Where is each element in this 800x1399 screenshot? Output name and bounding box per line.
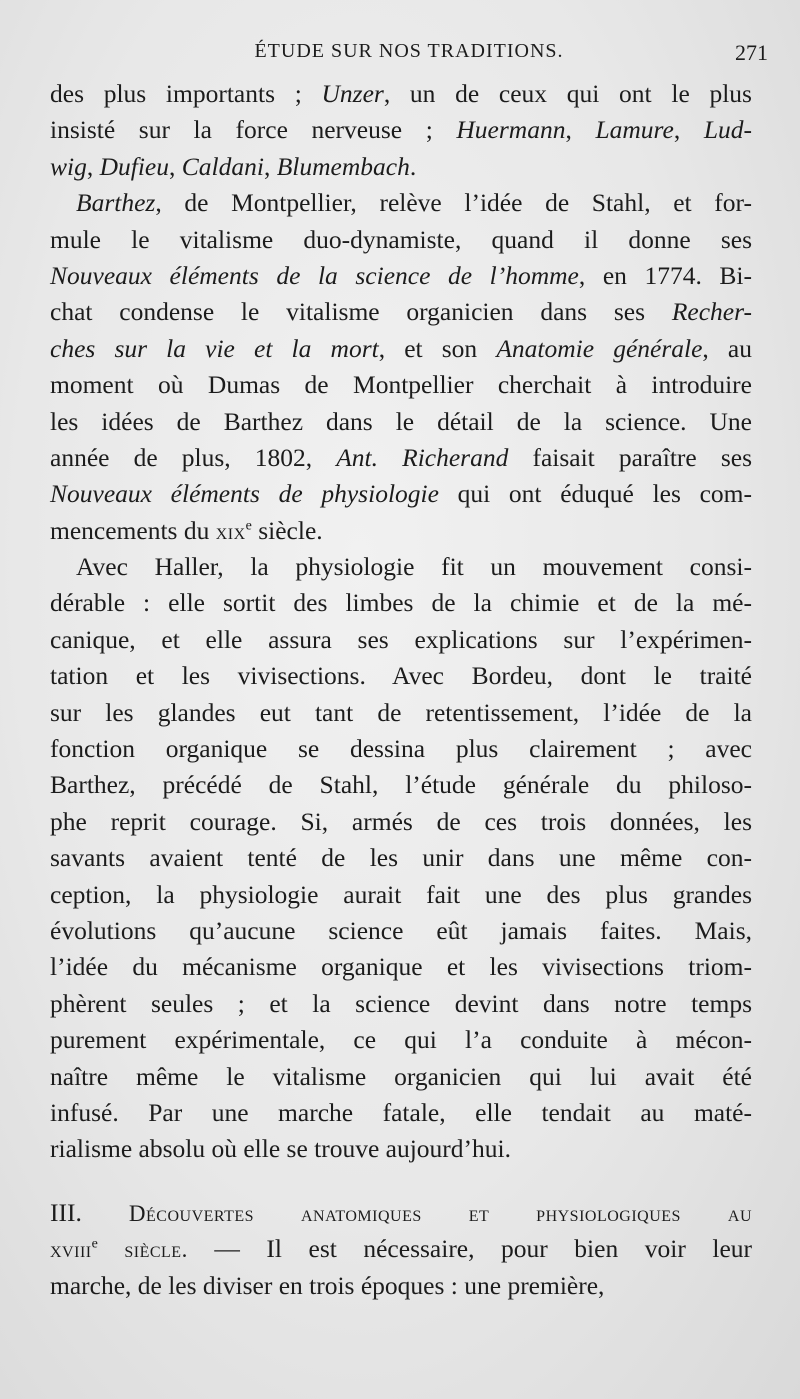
text-span: purement expérimentale, ce qui l’a conduite à mécon- [50, 1025, 752, 1055]
small-caps-span: Découvertes anatomiques et physiologiques au [128, 1200, 752, 1226]
text-span: siècle. [251, 515, 323, 545]
superscript: e [91, 1236, 98, 1252]
running-head [50, 40, 768, 70]
text-line [50, 222, 752, 258]
text-span: phèrent seules ; et la science devint dans notre temps [50, 988, 752, 1018]
text-line [50, 1195, 752, 1231]
italic-span: Anatomie générale [496, 333, 703, 363]
text-span: année de plus, 1802, [50, 442, 337, 472]
text-span: qui ont éduqué les com- [438, 479, 752, 509]
text-line [50, 804, 752, 840]
italic-span: Caldani [181, 151, 264, 181]
text-line [50, 1022, 752, 1058]
text-line [50, 1268, 752, 1304]
italic-span: Lamure [595, 115, 674, 145]
text-span: Barthez, précédé de Stahl, l’étude générale du philoso- [50, 770, 752, 800]
italic-span: Ant. Richerand [336, 442, 509, 472]
running-title: ÉTUDE SUR NOS TRADITIONS. [254, 40, 564, 62]
italic-span: Recher- [671, 297, 752, 327]
italic-span: Lud- [703, 115, 753, 145]
italic-span: Barthez [76, 188, 156, 218]
italic-span: Nouveaux éléments de physiologie [50, 479, 439, 509]
text-span: . [409, 151, 417, 181]
text-span: fonction organique se dessina plus clairement ; avec [50, 734, 752, 764]
text-span: sur les glandes eut tant de retentissement, l’idée de la [50, 697, 752, 727]
text-line [50, 622, 752, 658]
text-span: , de Montpellier, relève l’idée de Stahl, et for- [155, 188, 752, 218]
text-span: , [86, 151, 100, 181]
text-span: canique, et elle assura ses explications sur l’expérimen- [50, 624, 752, 654]
text-span: , [565, 115, 596, 145]
text-line [50, 877, 752, 913]
text-span: infusé. Par une marche fatale, elle tendait au maté- [50, 1097, 752, 1127]
text-span: les idées de Barthez dans le détail de la science. Une [50, 406, 752, 436]
text-line [50, 404, 752, 440]
text-span: , [263, 151, 277, 181]
text-line [50, 476, 752, 512]
text-span: dérable : elle sortit des limbes de la chimie et de la mé- [50, 588, 752, 618]
text-line [50, 549, 752, 585]
body-text [50, 76, 752, 1304]
text-span: , un de ceux qui ont le plus [383, 79, 752, 108]
text-span: , en 1774. Bi- [578, 260, 753, 290]
text-line [50, 185, 752, 221]
small-caps-span: xix [215, 518, 246, 544]
text-line [50, 1059, 752, 1095]
text-line [50, 585, 752, 621]
text-line [50, 695, 752, 731]
italic-span: Blumembach [276, 151, 410, 181]
text-span: , [169, 151, 182, 181]
text-span: faisait paraître ses [508, 442, 752, 472]
text-line [50, 367, 752, 403]
text-span: , [673, 115, 704, 145]
text-span: Avec Haller, la physiologie fit un mouvement consi- [76, 552, 752, 582]
text-span: l’idée du mécanisme organique et les vivisections triom- [50, 952, 752, 982]
italic-span: Huermann [456, 115, 566, 145]
text-line [50, 76, 752, 112]
text-line [50, 294, 752, 330]
text-line [50, 658, 752, 694]
text-line [50, 1095, 752, 1131]
text-span: chat condense le vitalisme organicien dans ses [50, 297, 672, 327]
text-span: moment où Dumas de Montpellier cherchait à introduire [50, 370, 752, 400]
text-span: , au [702, 333, 753, 363]
text-span: évolutions qu’aucune science eût jamais faites. Mais, [50, 915, 752, 945]
text-line [50, 1131, 752, 1167]
italic-span: wig [50, 151, 87, 181]
text-span: III. [50, 1197, 129, 1227]
text-line [50, 913, 752, 949]
text-line [50, 513, 752, 549]
text-line [50, 258, 752, 294]
text-line [50, 331, 752, 367]
text-span [98, 1234, 125, 1263]
text-line [50, 986, 752, 1022]
text-span: naître même le vitalisme organicien qui lui avait été [50, 1061, 752, 1091]
italic-span: Dufieu [99, 151, 169, 181]
text-span: — Il est nécessaire, pour bien voir leur [187, 1234, 752, 1264]
text-span: phe reprit courage. Si, armés de ces trois données, les [50, 806, 752, 836]
superscript: e [245, 518, 252, 534]
text-line [50, 840, 752, 876]
text-line [50, 949, 752, 985]
small-caps-span: siècle. [124, 1237, 188, 1263]
text-line [50, 112, 752, 148]
text-line [50, 149, 752, 185]
text-span: tation et les vivisections. Avec Bordeu, dont le traité [50, 661, 752, 691]
small-caps-span: xviii [50, 1237, 92, 1263]
text-span: insisté sur la force nerveuse ; [50, 115, 457, 145]
text-span: rialisme absolu où elle se trouve aujourd’hui. [50, 1134, 512, 1164]
page-number: 271 [735, 40, 768, 65]
text-span: mule le vitalisme duo-dynamiste, quand il donne ses [50, 224, 752, 254]
italic-span: ches sur la vie et la mort [50, 333, 379, 363]
italic-span: Nouveaux éléments de la science de l’homme [50, 260, 579, 290]
text-span: , et son [378, 333, 497, 363]
text-span: des plus importants ; [50, 79, 322, 108]
text-line [50, 767, 752, 803]
text-span: mencements du [50, 515, 216, 545]
text-line [50, 731, 752, 767]
text-line [50, 1231, 752, 1267]
text-span: savants avaient tenté de les unir dans une même con- [50, 843, 752, 873]
italic-span: Unzer [321, 79, 384, 108]
text-line [50, 440, 752, 476]
text-span: marche, de les diviser en trois époques : une première, [50, 1270, 605, 1300]
text-span: ception, la physiologie aurait fait une des plus grandes [50, 879, 752, 909]
